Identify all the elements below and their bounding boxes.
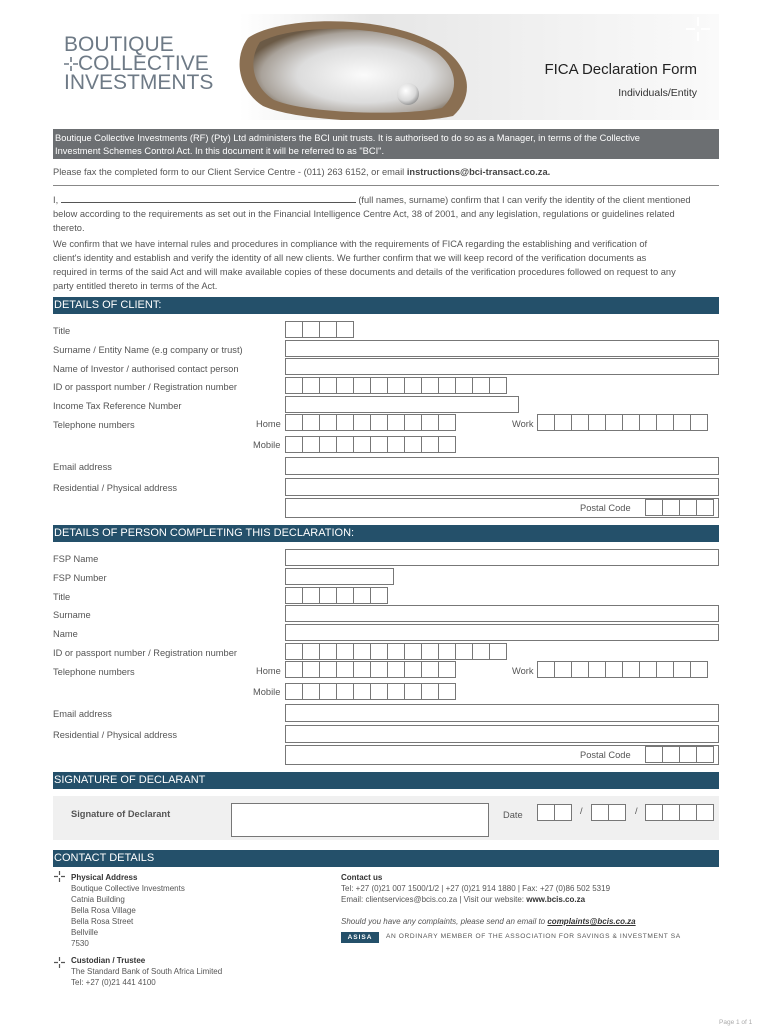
client-name-field[interactable] xyxy=(285,358,719,375)
physical-line: 7530 xyxy=(71,939,89,948)
website-link[interactable]: www.bcis.co.za xyxy=(526,895,586,904)
form-subtitle: Individuals/Entity xyxy=(618,87,697,99)
pearl-oyster-image xyxy=(238,18,478,120)
person-home-cells[interactable] xyxy=(285,661,455,678)
signature-label: Signature of Declarant xyxy=(71,809,171,819)
date-separator: / xyxy=(580,806,583,816)
person-address-label: Residential / Physical address xyxy=(53,730,178,740)
person-surname-label: Surname xyxy=(53,610,91,620)
person-id-label: ID or passport number / Registration number xyxy=(53,648,237,658)
client-id-label: ID or passport number / Registration number xyxy=(53,382,237,392)
person-fspname-field[interactable] xyxy=(285,549,719,566)
client-tel-label: Telephone numbers xyxy=(53,420,135,430)
person-surname-field[interactable] xyxy=(285,605,719,622)
person-work-cells[interactable] xyxy=(537,661,707,678)
person-name-field[interactable] xyxy=(285,624,719,641)
intro-bar xyxy=(53,129,719,159)
custodian-block xyxy=(71,955,222,988)
asisa-member-text: AN ORDINARY MEMBER OF THE ASSOCIATION FOR SAVINGS & INVESTMENT SA xyxy=(386,933,681,940)
client-postal-cells[interactable] xyxy=(645,499,713,516)
person-fspname-label: FSP Name xyxy=(53,554,99,564)
person-name-label: Name xyxy=(53,629,78,639)
person-email-field[interactable] xyxy=(285,704,719,722)
fax-email[interactable]: instructions@bci-transact.co.za. xyxy=(406,167,551,177)
client-email-field[interactable] xyxy=(285,457,719,475)
logo-line1: BOUTIQUE xyxy=(64,33,174,56)
person-email-label: Email address xyxy=(53,709,112,719)
physical-line: Bella Rosa Village xyxy=(71,906,136,915)
client-tax-field[interactable] xyxy=(285,396,519,413)
asisa-logo: ASISA xyxy=(341,932,379,943)
bci-cross-icon xyxy=(54,957,65,968)
physical-line: Bella Rosa Street xyxy=(71,917,134,926)
bci-cross-icon xyxy=(54,871,65,882)
client-postal-label: Postal Code xyxy=(580,503,631,513)
section-signature-heading: SIGNATURE OF DECLARANT xyxy=(53,772,719,789)
signature-field[interactable] xyxy=(231,803,489,837)
logo-line3: INVESTMENTS xyxy=(64,71,214,94)
header-banner xyxy=(53,14,719,120)
date-separator: / xyxy=(635,806,638,816)
person-postal-label: Postal Code xyxy=(580,750,631,760)
bci-cross-icon xyxy=(64,57,78,71)
physical-line: Catnia Building xyxy=(71,895,125,904)
logo-line2: COLLECTIVE xyxy=(64,54,213,73)
person-mobile-label: Mobile xyxy=(253,687,281,697)
client-home-cells[interactable] xyxy=(285,414,455,431)
date-month-cells[interactable] xyxy=(591,804,625,821)
physical-line: Bellville xyxy=(71,928,99,937)
intro-line1: Boutique Collective Investments (RF) (Pty) Ltd administers the BCI unit trusts. It is authorised to do so as a Manager, in terms of the Collective xyxy=(55,133,640,143)
person-address-field[interactable] xyxy=(285,725,719,743)
client-surname-label: Surname / Entity Name (e.g company or trust) xyxy=(53,345,243,355)
custodian-line: Tel: +27 (0)21 441 4100 xyxy=(71,978,156,987)
contact-us-heading: Contact us xyxy=(341,873,383,882)
client-mobile-cells[interactable] xyxy=(285,436,455,453)
contact-email: Email: clientservices@bcis.co.za | Visit our website: www.bcis.co.za xyxy=(341,895,586,904)
custodian-line: The Standard Bank of South Africa Limited xyxy=(71,967,223,976)
person-mobile-cells[interactable] xyxy=(285,683,455,700)
client-title-label: Title xyxy=(53,326,71,336)
intro-line2: Investment Schemes Control Act. In this document it will be referred to as "BCI". xyxy=(55,145,385,156)
bci-cross-icon xyxy=(685,16,711,42)
client-email-label: Email address xyxy=(53,462,112,472)
client-address-field[interactable] xyxy=(285,478,719,496)
client-address-label: Residential / Physical address xyxy=(53,483,178,493)
date-year-cells[interactable] xyxy=(645,804,713,821)
form-title: FICA Declaration Form xyxy=(544,61,697,78)
person-postal-cells[interactable] xyxy=(645,746,713,763)
custodian-heading: Custodian / Trustee xyxy=(71,956,146,965)
client-title-cells[interactable] xyxy=(285,321,353,338)
fax-instructions: Please fax the completed form to our Client Service Centre - (011) 263 6152, or email instructions@bci-transact.co.za. xyxy=(53,167,551,177)
complaints-text: Should you have any complaints, please send an email to complaints@bcis.co.za xyxy=(341,917,636,926)
client-tax-label: Income Tax Reference Number xyxy=(53,401,182,411)
section-client-heading: DETAILS OF CLIENT: xyxy=(53,297,719,314)
divider xyxy=(53,185,719,186)
physical-line: Boutique Collective Investments xyxy=(71,884,185,893)
date-label: Date xyxy=(503,810,523,820)
person-tel-label: Telephone numbers xyxy=(53,667,135,677)
complaints-email[interactable]: complaints@bcis.co.za xyxy=(547,917,636,926)
physical-address-block xyxy=(71,872,185,949)
person-fspnumber-field[interactable] xyxy=(285,568,394,585)
company-logo xyxy=(64,35,213,92)
page-number: Page 1 of 1 xyxy=(719,1019,753,1026)
contact-tel: Tel: +27 (0)21 007 1500/1/2 | +27 (0)21 914 1880 | Fax: +27 (0)86 502 5319 xyxy=(341,884,611,893)
client-work-cells[interactable] xyxy=(537,414,707,431)
client-id-cells[interactable] xyxy=(285,377,506,394)
client-work-label: Work xyxy=(512,419,534,429)
declaration-text: I, (full names, surname) confirm that I can verify the identity of the client mentioned below according to the requirements as set out in the Financial Intelligence Centre Act, 38 of 2001, and any legislation, regulations or guidelines related thereto. We confirm that we have internal rules and procedures in compliance with the requirements of FICA regarding the establishing and verification of client's identity and establish and verify the identity of all new clients. We further confirm that we will keep record of the verification documents as required in terms of the said Act and will make available copies of these documents and details of the verification procedures followed on request to any party entitled thereto in terms of the Act. xyxy=(53,195,691,291)
person-work-label: Work xyxy=(512,666,534,676)
physical-address-heading: Physical Address xyxy=(71,873,138,882)
person-title-label: Title xyxy=(53,592,71,602)
person-home-label: Home xyxy=(256,666,281,676)
person-title-cells[interactable] xyxy=(285,587,387,604)
contact-us-block xyxy=(341,872,610,905)
section-contact-heading: CONTACT DETAILS xyxy=(53,850,719,867)
section-person-heading: DETAILS OF PERSON COMPLETING THIS DECLARATION: xyxy=(53,525,719,542)
client-mobile-label: Mobile xyxy=(253,440,281,450)
client-name-label: Name of Investor / authorised contact person xyxy=(53,364,239,374)
date-day-cells[interactable] xyxy=(537,804,571,821)
person-fspnumber-label: FSP Number xyxy=(53,573,107,583)
full-name-line[interactable] xyxy=(61,193,356,203)
client-home-label: Home xyxy=(256,419,281,429)
client-surname-field[interactable] xyxy=(285,340,719,357)
person-id-cells[interactable] xyxy=(285,643,506,660)
